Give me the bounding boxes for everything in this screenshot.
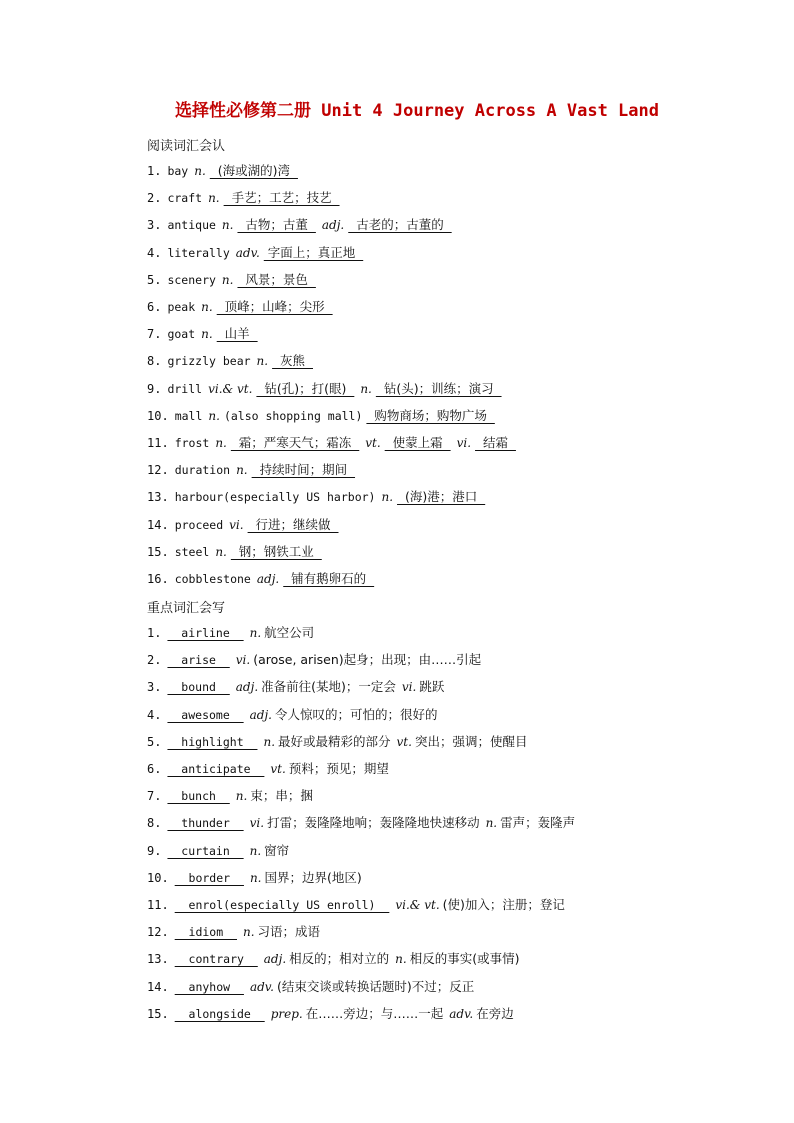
vocab-word: antique [167, 218, 216, 233]
meaning: 航空公司 [264, 625, 315, 640]
part-of-speech: adj. [263, 952, 287, 967]
writing-item [147, 788, 313, 804]
item-number: 6. [147, 300, 162, 314]
section-heading-writing: 重点词汇会写 [147, 601, 226, 616]
meaning: 在旁边 [476, 1005, 514, 1021]
meaning: 国界；边界(地区) [264, 869, 362, 885]
answer-blank: airline [167, 626, 244, 640]
item-number: 13. [147, 490, 169, 505]
vocab-word: peak [167, 300, 196, 314]
vocab-word: goat [167, 327, 196, 342]
item-number: 3. [147, 218, 162, 233]
item-number: 15. [147, 1006, 169, 1021]
answer-blank: 古物；古董 [237, 217, 316, 233]
reading-item [147, 381, 502, 397]
answer-blank: 结霜 [475, 435, 516, 450]
item-number: 4. [147, 245, 162, 260]
reading-item [147, 462, 355, 478]
section-heading-reading: 阅读词汇会认 [147, 139, 226, 154]
reading-item [147, 435, 516, 451]
part-of-speech: n. [215, 436, 227, 450]
vocab-word: harbour(especially US harbor) [174, 490, 376, 505]
answer-blank: 钢；钢铁工业 [230, 543, 322, 559]
item-number: 11. [147, 898, 169, 912]
part-of-speech: vt. [365, 436, 381, 450]
answer-blank: 山羊 [216, 326, 258, 342]
reading-item [147, 163, 298, 179]
answer-blank: highlight [167, 734, 258, 749]
item-number: 1. [147, 626, 162, 640]
item-number: 16. [147, 572, 169, 586]
item-number: 12. [147, 463, 169, 478]
part-of-speech: vi. [456, 436, 472, 450]
meaning: 窗帘 [264, 842, 290, 858]
vocab-word: mall [174, 408, 203, 423]
writing-item [147, 979, 474, 995]
answer-blank: curtain [167, 843, 244, 858]
answer-blank: 古老的；古董的 [348, 217, 452, 233]
item-number: 13. [147, 952, 169, 967]
part-of-speech: n. [201, 327, 213, 342]
vocab-word: craft [167, 191, 203, 206]
part-of-speech: n. [221, 272, 234, 287]
reading-item [147, 299, 333, 315]
part-of-speech: vi.& vt. [208, 381, 253, 396]
answer-blank: 字面上；真正地 [263, 244, 364, 260]
answer-blank: 钻(孔)；打(眼) [256, 380, 355, 396]
item-number: 2. [147, 191, 162, 206]
item-number: 9. [147, 381, 162, 396]
meaning: 打雷；轰隆隆地响；轰隆隆地快速移动 [267, 815, 480, 831]
item-number: 8. [147, 816, 162, 831]
answer-blank: 钻(头)；训练；演习 [375, 380, 502, 396]
item-number: 15. [147, 544, 169, 559]
part-of-speech: adv. [235, 245, 260, 260]
item-number: 1. [147, 164, 162, 178]
reading-item [147, 489, 485, 505]
answer-blank: anticipate [167, 762, 265, 776]
answer-blank: arise [167, 653, 230, 668]
part-of-speech: n. [243, 925, 255, 940]
part-of-speech: adv. [249, 979, 274, 994]
part-of-speech: vi.& vt. [395, 898, 440, 912]
item-number: 4. [147, 707, 162, 722]
part-of-speech: n. [208, 191, 220, 206]
reading-item [147, 571, 374, 587]
reading-item [147, 517, 339, 533]
answer-blank: (海)港；港口 [397, 489, 486, 505]
item-number: 14. [147, 979, 169, 994]
answer-blank: border [174, 870, 244, 885]
writing-item [147, 815, 575, 831]
word-note: (also shopping mall) [223, 408, 363, 423]
meaning: 准备前往(某地)；一定会 [261, 679, 396, 695]
item-number: 5. [147, 272, 162, 287]
part-of-speech: prep. [270, 1006, 303, 1021]
answer-blank: 使蒙上霜 [384, 435, 451, 450]
item-number: 11. [147, 436, 169, 450]
part-of-speech: vi. [229, 517, 244, 532]
meaning: 令人惊叹的；可怕的；很好的 [275, 706, 438, 722]
part-of-speech: adj. [235, 680, 259, 695]
meaning: 跳跃 [419, 679, 445, 695]
answer-blank: awesome [167, 707, 244, 722]
part-of-speech: n. [201, 300, 213, 314]
reading-item [147, 408, 495, 424]
vocab-word: cobblestone [174, 572, 251, 586]
reading-item [147, 190, 340, 206]
part-of-speech: n. [235, 789, 248, 804]
vocab-word: bay [167, 164, 189, 178]
meaning: (使)加入；注册；登记 [442, 897, 565, 912]
writing-item [147, 707, 438, 723]
reading-item [147, 353, 313, 369]
answer-blank: 行进；继续做 [247, 516, 339, 532]
part-of-speech: vi. [249, 816, 265, 831]
writing-item [147, 870, 362, 886]
writing-item [147, 734, 527, 750]
answer-blank: 灰熊 [272, 353, 313, 369]
answer-blank: 铺有鹅卵石的 [283, 571, 375, 586]
meaning: 最好或最精彩的部分 [278, 733, 391, 749]
writing-item [147, 652, 481, 668]
meaning: 雷声；轰隆声 [500, 815, 576, 831]
answer-blank: (海或湖的)湾 [209, 163, 298, 178]
part-of-speech: adv. [449, 1006, 474, 1021]
item-number: 10. [147, 870, 169, 885]
answer-blank: 手艺；工艺；技艺 [223, 190, 340, 206]
part-of-speech: n. [360, 381, 372, 396]
part-of-speech: vi. [235, 653, 251, 668]
answer-blank: enrol(especially US enroll) [174, 898, 390, 912]
item-number: 10. [147, 408, 169, 423]
part-of-speech: adj. [321, 218, 345, 233]
item-number: 12. [147, 925, 169, 940]
reading-item [147, 217, 452, 233]
item-number: 7. [147, 327, 162, 342]
meaning: 束；串；捆 [250, 788, 313, 804]
writing-item [147, 843, 289, 859]
item-number: 8. [147, 354, 162, 369]
meaning: (结束交谈或转换话题时)不过；反正 [276, 978, 475, 994]
reading-item [147, 272, 316, 288]
item-number: 5. [147, 734, 162, 749]
part-of-speech: vi. [401, 680, 417, 695]
answer-blank: bound [167, 680, 230, 695]
part-of-speech: vt. [396, 734, 412, 749]
answer-blank: thunder [167, 816, 244, 831]
part-of-speech: n. [208, 408, 220, 423]
part-of-speech: n. [395, 952, 407, 967]
part-of-speech: n. [256, 354, 269, 369]
meaning: 预料；预见；期望 [288, 761, 389, 776]
part-of-speech: n. [249, 626, 262, 640]
answer-blank: 购物商场；购物广场 [366, 407, 495, 423]
part-of-speech: adj. [249, 707, 272, 722]
item-number: 3. [147, 680, 162, 695]
vocab-word: steel [174, 544, 210, 559]
answer-blank: idiom [174, 925, 237, 940]
answer-blank: 顶峰；山峰；尖形 [216, 299, 333, 314]
vocab-word: frost [174, 436, 210, 450]
answer-blank: bunch [167, 789, 230, 804]
meaning: 在……旁边；与……一起 [305, 1005, 444, 1021]
meaning: (arose, arisen)起身；出现；由……引起 [253, 652, 482, 668]
answer-blank: 霜；严寒天气；霜冻 [230, 435, 360, 450]
answer-blank: anyhow [174, 979, 244, 994]
part-of-speech: n. [249, 870, 262, 885]
answer-blank: 风景；景色 [237, 271, 316, 287]
part-of-speech: n. [249, 843, 262, 858]
writing-item [147, 897, 565, 913]
vocab-word: literally [167, 245, 230, 260]
page-title: 选择性必修第二册 Unit 4 Journey Across A Vast Land [175, 101, 659, 121]
part-of-speech: n. [485, 816, 498, 831]
meaning: 习语；成语 [257, 924, 321, 940]
part-of-speech: n. [215, 544, 227, 559]
meaning: 相反的事实(或事情) [409, 951, 520, 967]
reading-item [147, 326, 258, 342]
vocab-word: scenery [167, 272, 216, 287]
item-number: 7. [147, 789, 162, 804]
part-of-speech: n. [236, 463, 248, 478]
vocab-word: proceed [174, 517, 224, 532]
vocab-word: drill [167, 381, 203, 396]
part-of-speech: n. [381, 490, 394, 505]
writing-item [147, 1006, 514, 1022]
answer-blank: contrary [174, 952, 258, 967]
vocab-word: grizzly bear [167, 354, 251, 369]
part-of-speech: vt. [270, 762, 286, 776]
item-number: 14. [147, 517, 169, 532]
writing-item [147, 761, 389, 777]
part-of-speech: n. [194, 164, 206, 178]
reading-item [147, 245, 363, 261]
item-number: 9. [147, 843, 162, 858]
meaning: 突出；强调；使醒目 [414, 733, 528, 749]
part-of-speech: n. [221, 218, 234, 233]
part-of-speech: adj. [256, 572, 280, 586]
answer-blank: 持续时间；期间 [251, 462, 356, 478]
item-number: 2. [147, 653, 162, 668]
item-number: 6. [147, 762, 162, 776]
writing-item [147, 625, 314, 641]
writing-item [147, 679, 444, 695]
reading-item [147, 544, 322, 560]
writing-item [147, 924, 320, 940]
part-of-speech: n. [263, 734, 276, 749]
answer-blank: alongside [174, 1006, 265, 1021]
meaning: 相反的；相对立的 [289, 951, 390, 967]
vocab-word: duration [174, 463, 231, 478]
writing-item [147, 951, 519, 967]
